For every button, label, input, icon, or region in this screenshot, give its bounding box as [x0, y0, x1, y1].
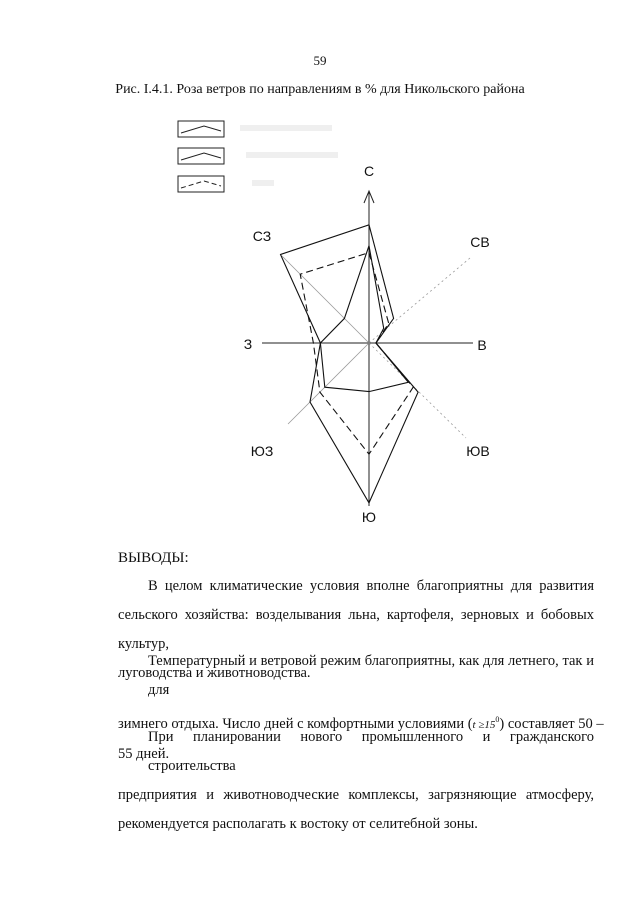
conclusions-heading: ВЫВОДЫ:	[118, 550, 189, 566]
legend-item-1	[178, 121, 224, 137]
p1-line-2: сельского хозяйства: возделывания льна, картофеля, зерновых и бобовых культур,	[118, 607, 594, 652]
direction-label-southwest: ЮЗ	[250, 443, 274, 459]
p2-line-2-tail: ) составляет 50 –	[499, 715, 604, 732]
axis-southeast	[369, 343, 466, 438]
p3-line-1: При планировании нового промышленного и гражданского строительства	[148, 729, 594, 774]
direction-label-northwest: СЗ	[252, 228, 272, 244]
axis-northwest	[282, 256, 369, 343]
p3-line-3: рекомендуется располагать к востоку от селитебной зоны.	[118, 816, 478, 832]
formula-temp: t ≥15	[472, 718, 496, 731]
p2-line-2-text: зимнего отдыха. Число дней с комфортными условиями (	[118, 715, 473, 732]
figure-caption: Рис. I.4.1. Роза ветров по направлениям в % для Никольского района	[115, 82, 525, 97]
direction-label-west: З	[243, 336, 253, 352]
legend-label-3-blur	[252, 180, 274, 186]
direction-label-northeast: СВ	[470, 234, 490, 250]
direction-label-south: Ю	[361, 509, 377, 525]
legend-item-2	[178, 148, 224, 164]
p3-line-2: предприятия и животноводческие комплексы, загрязняющие атмосферу,	[118, 787, 594, 803]
paragraph-3	[118, 723, 594, 839]
legend-label-2-blur	[246, 152, 338, 158]
series-1-polygon	[281, 225, 419, 503]
legend	[178, 121, 338, 192]
p2-line-1: Температурный и ветровой режим благоприятны, как для летнего, так и для	[148, 653, 594, 698]
direction-labels	[244, 163, 490, 525]
p1-line-3: луговодства и животноводства.	[118, 665, 311, 681]
axes	[262, 191, 473, 506]
legend-label-1-blur	[240, 125, 332, 131]
series-2-polygon	[320, 246, 408, 392]
direction-label-east: В	[477, 337, 487, 353]
page-number: 59	[313, 53, 327, 68]
direction-label-southeast: ЮВ	[466, 443, 490, 459]
p1-line-1: В целом климатические условия вполне благоприятны для развития	[148, 578, 594, 594]
legend-item-3	[178, 176, 224, 192]
series-layer	[281, 225, 419, 503]
direction-label-north: С	[363, 163, 375, 179]
axis-southwest	[288, 343, 369, 424]
p2-line-3: 55 дней.	[118, 745, 170, 762]
formula-degree: 0	[495, 715, 500, 724]
legend-labels-illegible	[240, 125, 338, 186]
